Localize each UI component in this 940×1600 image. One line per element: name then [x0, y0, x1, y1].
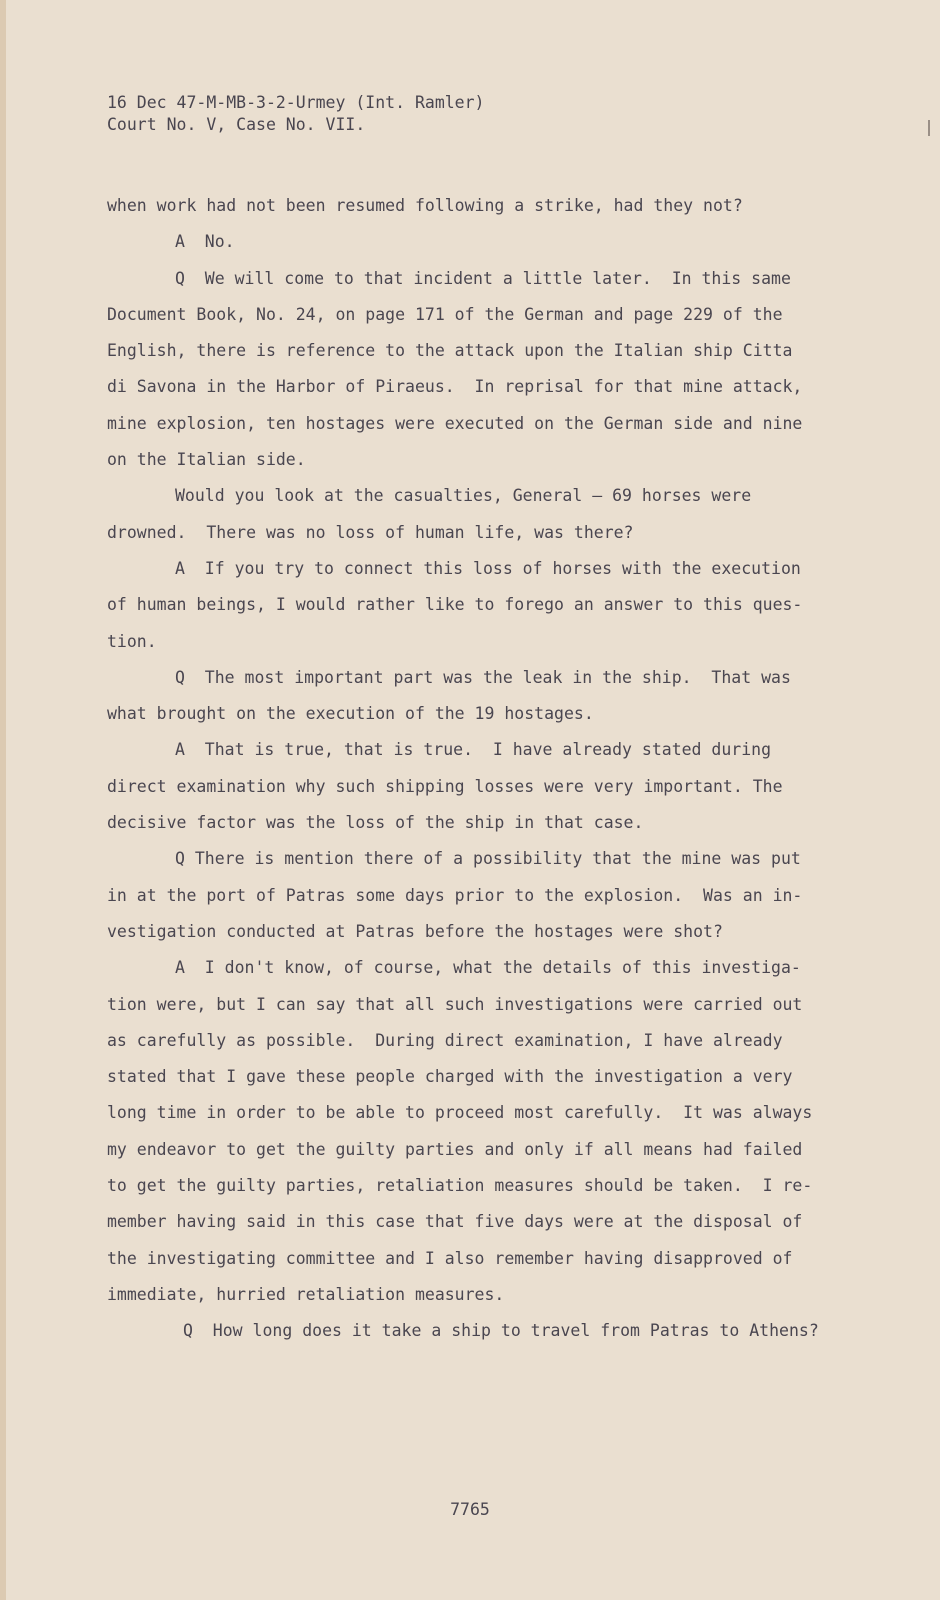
transcript-line: long time in order to be able to proceed most carefully. It was always	[107, 1103, 813, 1123]
page-number: 7765	[450, 1500, 490, 1519]
transcript-line: direct examination why such shipping losses were very important. The	[107, 776, 783, 796]
transcript-line: A No.	[175, 232, 235, 252]
transcript-line: in at the port of Patras some days prior to the explosion. Was an in-	[107, 885, 803, 905]
transcript-line: tion were, but I can say that all such investigations were carried out	[107, 994, 803, 1014]
margin-mark	[928, 120, 930, 136]
transcript-line: when work had not been resumed following a strike, had they not?	[107, 196, 743, 215]
transcript-line: English, there is reference to the attack upon the Italian ship Citta	[107, 341, 793, 361]
transcript-line: as carefully as possible. During direct examination, I have already	[107, 1030, 783, 1050]
transcript-line: immediate, hurried retaliation measures.	[107, 1284, 505, 1304]
transcript-line: tion.	[107, 631, 157, 651]
transcript-line: on the Italian side.	[107, 450, 306, 470]
transcript-line: A I don't know, of course, what the details of this investiga-	[175, 958, 801, 978]
transcript-line: di Savona in the Harbor of Piraeus. In reprisal for that mine attack,	[107, 377, 803, 397]
document-header	[107, 92, 485, 136]
transcript-line: Would you look at the casualties, General — 69 horses were	[175, 486, 752, 506]
header-court-case: Court No. V, Case No. VII.	[107, 115, 366, 134]
transcript-line: the investigating committee and I also remember having disapproved of	[107, 1248, 793, 1268]
header-reference: 16 Dec 47-M-MB-3-2-Urmey (Int. Ramler)	[107, 93, 485, 112]
transcript-line: decisive factor was the loss of the ship in that case.	[107, 813, 644, 833]
transcript-line: Q The most important part was the leak in the ship. That was	[175, 667, 791, 687]
transcript-line: Document Book, No. 24, on page 171 of the German and page 229 of the	[107, 304, 783, 324]
transcript-line: Q How long does it take a ship to travel from Patras to Athens?	[183, 1321, 819, 1341]
transcript-line: what brought on the execution of the 19 hostages.	[107, 704, 594, 724]
transcript-line: Q There is mention there of a possibility that the mine was put	[175, 849, 801, 869]
transcript-line: A That is true, that is true. I have already stated during	[175, 740, 772, 760]
transcript-line: stated that I gave these people charged with the investigation a very	[107, 1067, 793, 1087]
transcript-line: member having said in this case that five days were at the disposal of	[107, 1212, 803, 1232]
transcript-line: Q We will come to that incident a little later. In this same	[175, 268, 791, 288]
page-edge	[0, 0, 6, 1600]
transcript-line: mine explosion, ten hostages were executed on the German side and nine	[107, 413, 803, 433]
transcript-body	[107, 188, 877, 1350]
transcript-line: to get the guilty parties, retaliation measures should be taken. I re-	[107, 1176, 813, 1196]
transcript-line: drowned. There was no loss of human life, was there?	[107, 522, 634, 542]
transcript-line: vestigation conducted at Patras before the hostages were shot?	[107, 921, 723, 941]
transcript-line: of human beings, I would rather like to forego an answer to this ques-	[107, 595, 803, 615]
transcript-line: A If you try to connect this loss of horses with the execution	[175, 558, 801, 578]
transcript-line: my endeavor to get the guilty parties and only if all means had failed	[107, 1139, 803, 1159]
